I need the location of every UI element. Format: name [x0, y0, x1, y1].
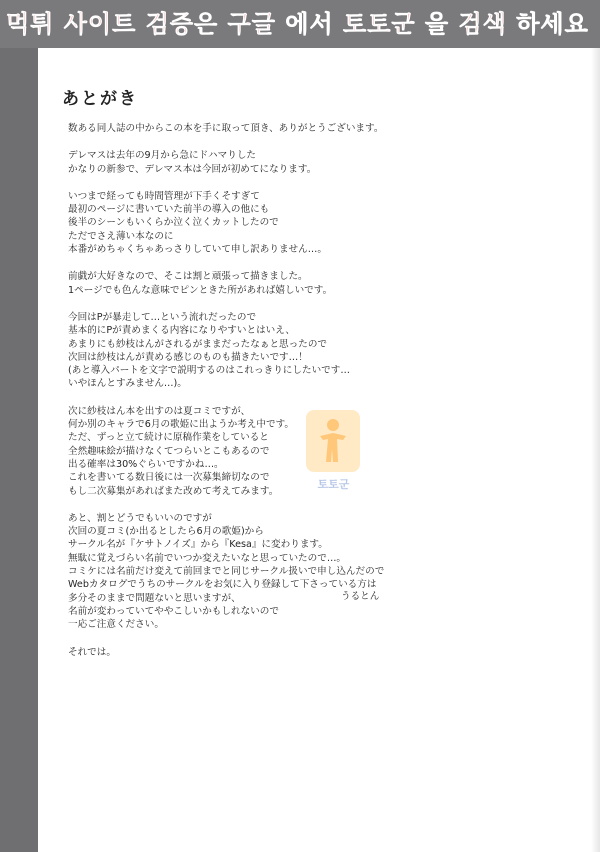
- text-line: 次回の夏コミ(か出るとしたら6月の歌姫)から: [68, 526, 264, 538]
- paragraph: [68, 149, 568, 176]
- text-line: 一応ご注意ください。: [68, 619, 164, 631]
- text-line: いやほんとすみません…)。: [68, 378, 187, 390]
- text-line: あと、割とどうでもいいのですが: [68, 512, 212, 524]
- paragraph: [68, 190, 568, 256]
- text-line: (あと導入パートを文字で説明するのはこれっきりにしたいです…: [68, 365, 350, 377]
- top-banner: [0, 0, 600, 48]
- afterword-page: [38, 48, 600, 852]
- banner-segment: 을: [415, 10, 459, 38]
- banner-segment: 은: [194, 10, 228, 38]
- text-line: ただ、ずっと立て続けに原稿作業をしていると: [68, 432, 269, 444]
- text-line: 次に紗枝はん本を出すのは夏コミですが、: [68, 405, 251, 417]
- banner-segment: 하세요: [506, 10, 589, 38]
- text-line: Webカタログでうちのサークルをお気に入り登録して下さっている方は: [68, 579, 377, 591]
- text-line: それでは。: [68, 646, 116, 658]
- text-line: サークル名が『ケサトノイズ』から『Kesa』に変わります。: [68, 539, 328, 551]
- banner-segment: 구글: [227, 10, 276, 38]
- text-line: 何か別のキャラで6月の歌姫に出ようか考え中です。: [68, 419, 294, 431]
- watermark-text: 토토군: [317, 478, 350, 491]
- page-title: あとがき: [62, 89, 138, 109]
- text-line: 数ある同人誌の中からこの本を手に取って頂き、ありがとうございます。: [68, 123, 384, 134]
- text-line: 全然趣味絵が描けなくてつらいとこもあるので: [68, 445, 270, 457]
- text-line: いつまで経っても時間管理が下手くそすぎて: [68, 190, 260, 202]
- text-line: 多分そのままで問題ないと思いますが、: [68, 592, 241, 604]
- banner-segment: 검색: [458, 10, 507, 38]
- banner-segment: 에서: [275, 10, 344, 38]
- text-line: 次回は紗枝はんが責める感じのものも描きたいです…！: [68, 351, 308, 363]
- text-line: 最初のページに書いていた前半の導入の他にも: [68, 204, 270, 216]
- person-figure-icon: [316, 416, 350, 466]
- text-line: かなりの新参で、デレマス本は今回が初めてになります。: [68, 163, 317, 175]
- banner-text: [6, 4, 589, 39]
- text-line: 前戯が大好きなので、そこは割と頑張って描きました。: [68, 271, 308, 283]
- text-line: コミケには名前だけ変えて前回までと同じサークル扱いで申し込んだので: [68, 566, 385, 578]
- text-line: 後半のシーンもいくらか泣く泣くカットしたので: [68, 217, 279, 229]
- paragraph: [68, 122, 568, 135]
- text-line: ただでさえ薄い本なのに: [68, 230, 174, 242]
- text-line: 出る確率は30%ぐらいですかね…。: [68, 458, 224, 470]
- afterword-body: [68, 122, 568, 673]
- paragraph: [68, 646, 568, 659]
- text-line: 名前が変わっていてややこしいかもしれないので: [68, 605, 279, 617]
- text-line: デレマスは去年の9月から急にドハマりした: [68, 150, 257, 162]
- banner-segment: 토토군: [343, 10, 416, 38]
- author-signature: うるとん: [341, 591, 380, 602]
- text-line: あまりにも紗枝はんがされるがままだったなぁと思ったので: [68, 338, 328, 350]
- text-line: 基本的にPが責めまくる内容になりやすいとはいえ、: [68, 325, 296, 337]
- text-line: 1ページでも色んな意味でピンときた所があれば嬉しいです。: [68, 284, 333, 296]
- text-line: もし二次募集があればまた改めて考えてみます。: [68, 485, 279, 497]
- text-line: 本番がめちゃくちゃあっさりしていて申し訳ありません…。: [68, 244, 327, 256]
- banner-segment: 먹튀 사이트 검증: [6, 10, 194, 38]
- paragraph: [68, 270, 568, 297]
- page-edge-shadow: [591, 48, 600, 852]
- watermark: [286, 410, 381, 530]
- paragraph: [68, 311, 568, 391]
- text-line: 今回はPが暴走して…という流れだったので: [68, 311, 257, 323]
- text-line: 無駄に覚えづらい名前でいつか変えたいなと思っていたので…。: [68, 552, 347, 564]
- text-line: これを書いてる数日後には一次募集締切なので: [68, 472, 270, 484]
